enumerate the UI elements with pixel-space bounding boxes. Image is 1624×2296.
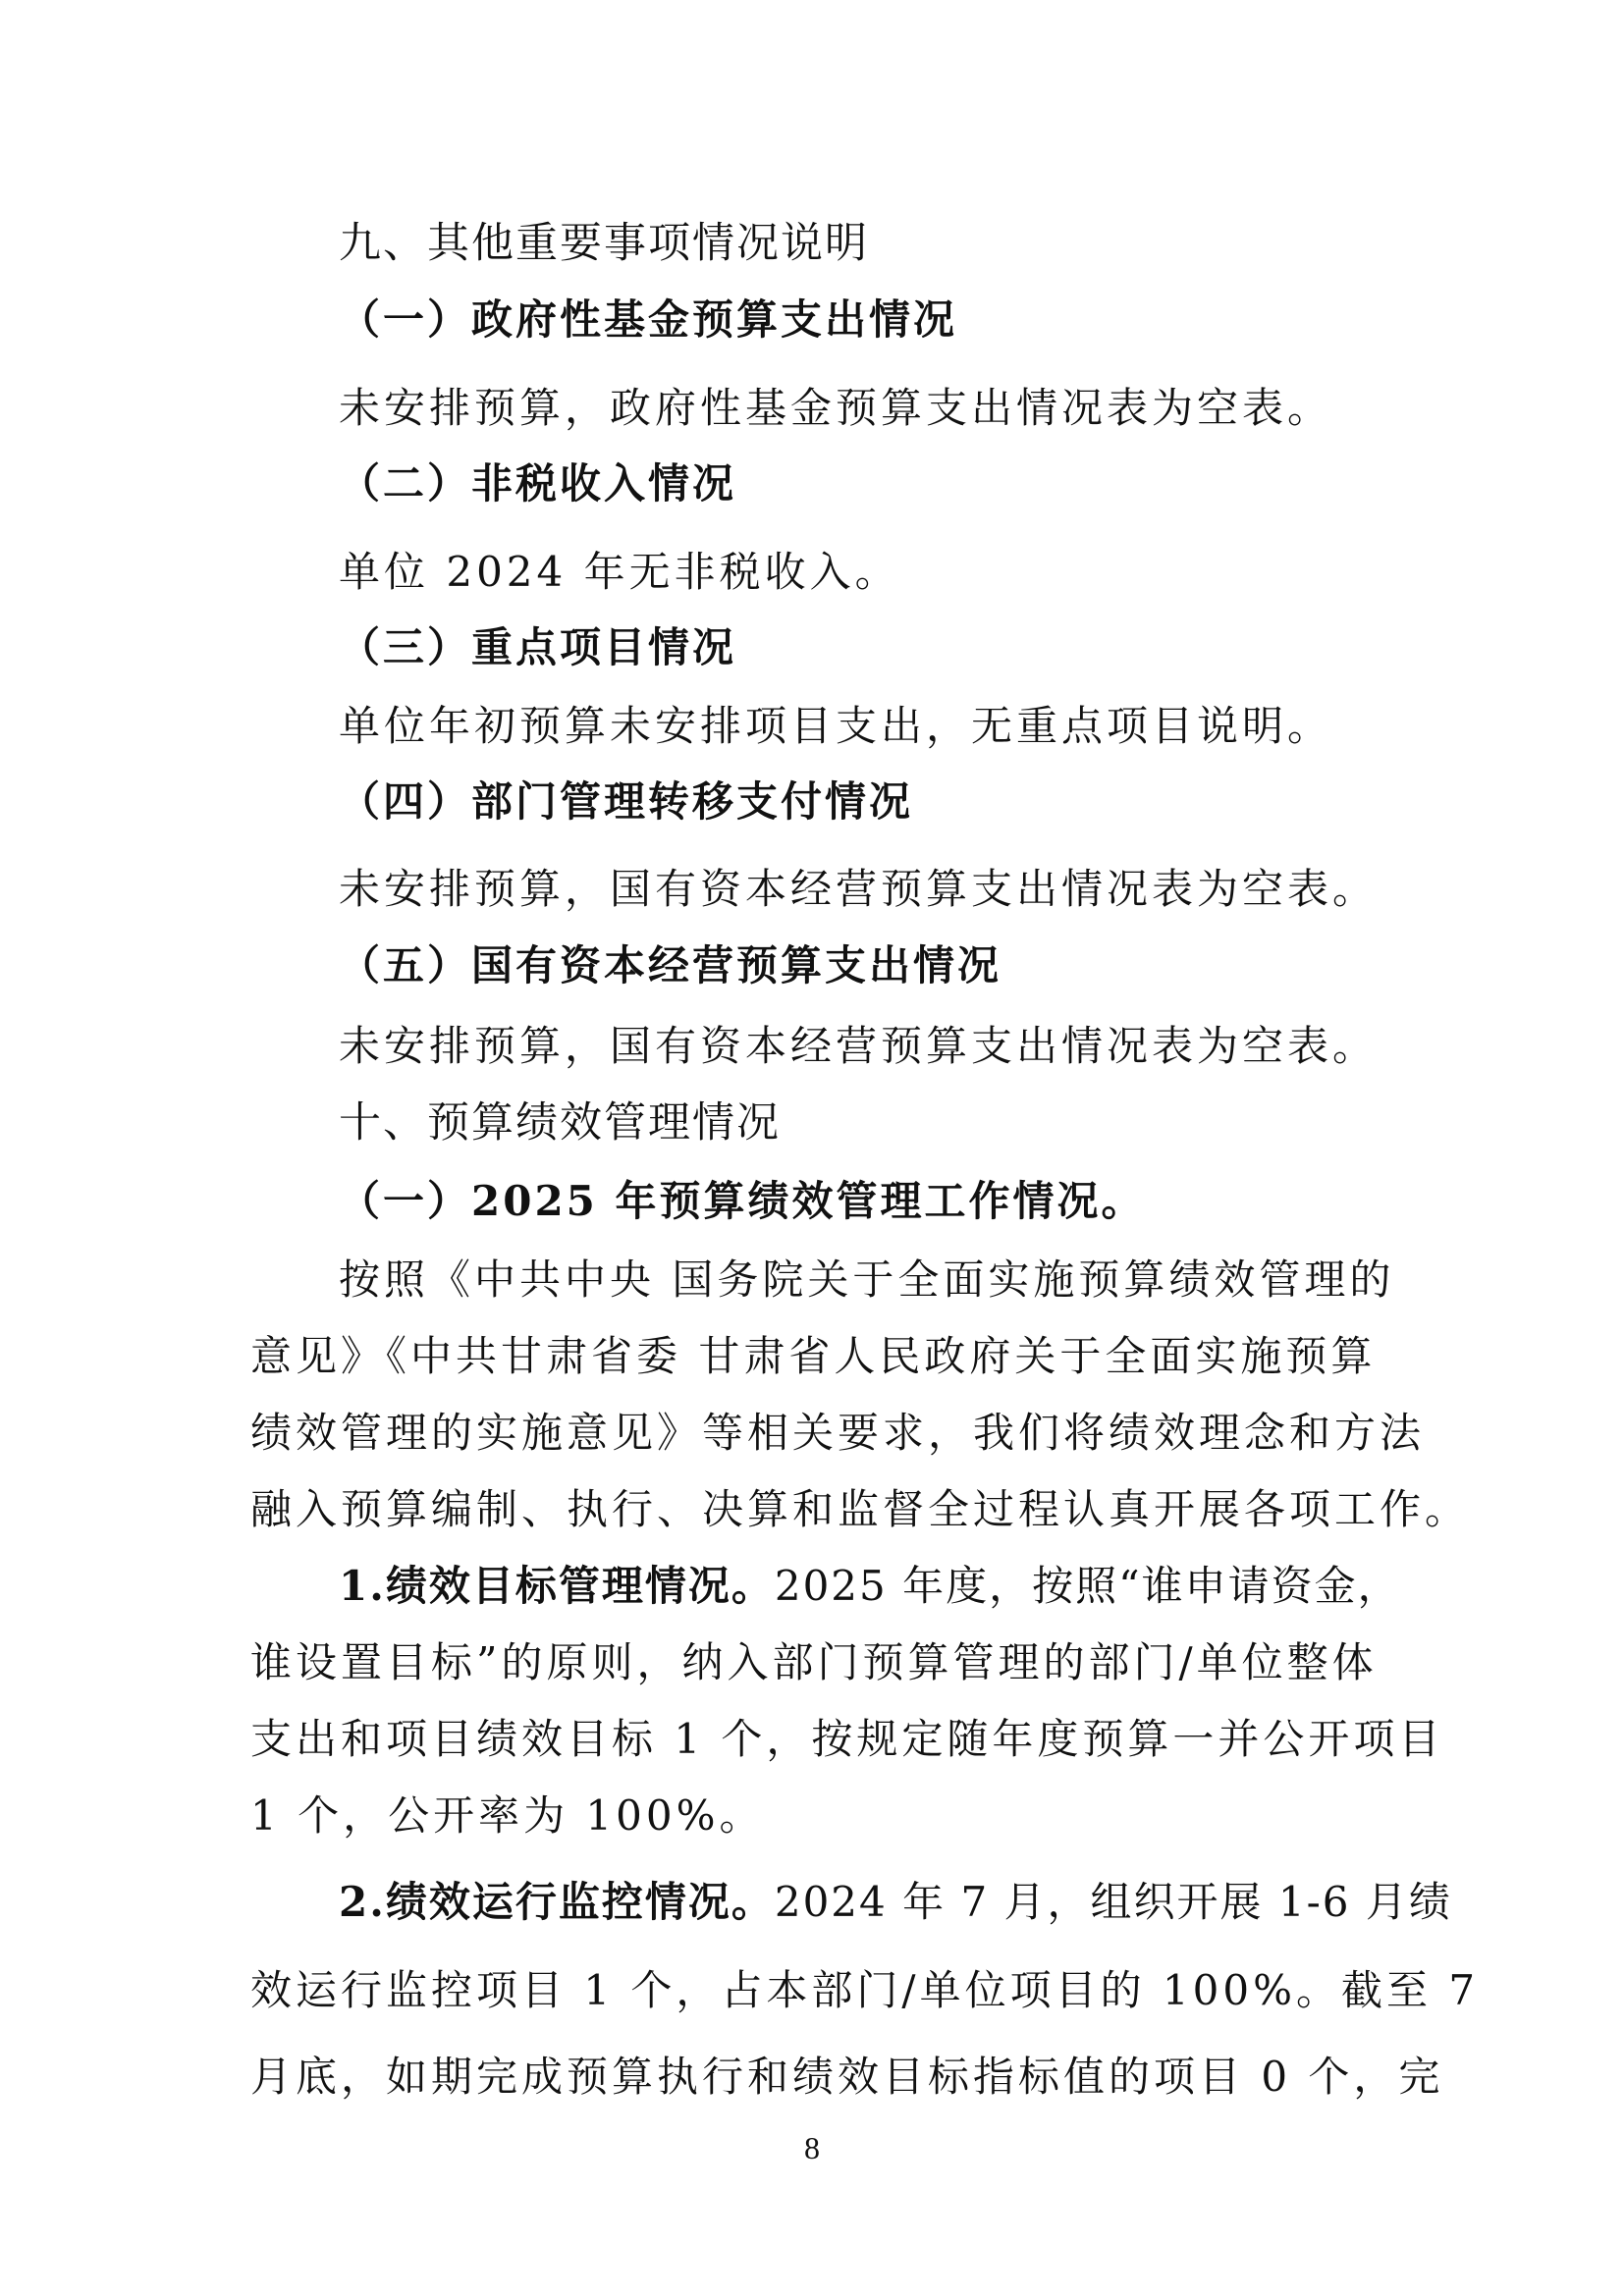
paragraph-line: 意见》《中共甘肃省委 甘肃省人民政府关于全面实施预算 [250,1332,1377,1380]
paragraph-line-monitoring [339,1877,1452,1928]
subheading-non-tax-revenue: （二）非税收入情况 [339,459,737,507]
section-heading-9: 九、其他重要事项情况说明 [339,219,869,268]
paragraph-line: 谁设置目标”的原则，纳入部门预算管理的部门/单位整体 [250,1638,1378,1686]
paragraph-line: 未安排预算，国有资本经营预算支出情况表为空表。 [339,865,1379,913]
paragraph-text: 2025 年度，按照“谁申请资金， [774,1562,1401,1610]
paragraph-line: 单位年初预算未安排项目支出，无重点项目说明。 [339,702,1333,750]
paragraph-line: 月底，如期完成预算执行和绩效目标指标值的项目 0 个，完 [250,2053,1444,2101]
section-heading-10: 十、预算绩效管理情况 [339,1098,781,1148]
paragraph-line: 支出和项目绩效目标 1 个，按规定随年度预算一并公开项目 [250,1715,1444,1763]
paragraph-line: 未安排预算，国有资本经营预算支出情况表为空表。 [339,1022,1379,1070]
subheading-transfer-payment: （四）部门管理转移支付情况 [339,777,914,826]
paragraph-line: 1 个，公开率为 100%。 [250,1791,765,1840]
paragraph-line-goal-management [339,1561,1401,1612]
paragraph-line: 融入预算编制、执行、决算和监督全过程认真开展各项工作。 [250,1485,1471,1533]
paragraph-line: 未安排预算，政府性基金预算支出情况表为空表。 [339,384,1333,432]
subheading-government-fund: （一）政府性基金预算支出情况 [339,295,958,344]
subheading-state-capital: （五）国有资本经营预算支出情况 [339,941,1002,989]
paragraph-line: 按照《中共中央 国务院关于全面实施预算绩效管理的 [339,1255,1395,1304]
subheading-key-projects: （三）重点项目情况 [339,623,737,671]
inline-heading-goal-management: 1.绩效目标管理情况。 [339,1562,775,1610]
page-number: 8 [804,2130,820,2165]
subheading-2025-performance: （一）2025 年预算绩效管理工作情况。 [339,1177,1146,1225]
paragraph-text: 2024 年 7 月，组织开展 1-6 月绩 [774,1878,1452,1926]
inline-heading-monitoring: 2.绩效运行监控情况。 [339,1878,775,1926]
paragraph-line: 单位 2024 年无非税收入。 [339,548,900,596]
paragraph-line: 效运行监控项目 1 个，占本部门/单位项目的 100%。截至 7 [250,1966,1480,2014]
paragraph-line: 绩效管理的实施意见》等相关要求，我们将绩效理念和方法 [250,1409,1426,1457]
